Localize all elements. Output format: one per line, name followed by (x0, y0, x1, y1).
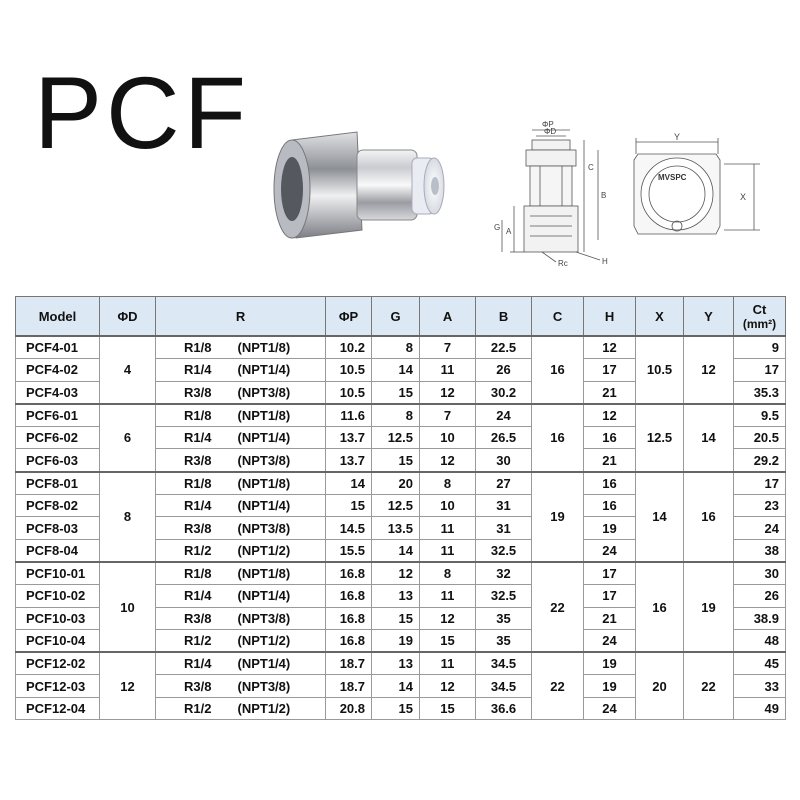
cell-ct: 17 (734, 472, 786, 495)
cell-r: R1/8 (156, 404, 230, 427)
header-H: H (584, 297, 636, 337)
dim-label-G: G (494, 223, 501, 232)
cell-X: 10.5 (636, 336, 684, 404)
cell-phiP: 20.8 (326, 697, 372, 719)
cell-A: 11 (420, 359, 476, 381)
cell-Y: 22 (684, 652, 734, 719)
cell-H: 17 (584, 359, 636, 381)
cell-X: 12.5 (636, 404, 684, 472)
cell-model: PCF12-04 (16, 697, 100, 719)
product-title: PCF (34, 56, 250, 170)
cell-r: R1/2 (156, 539, 230, 562)
header-X: X (636, 297, 684, 337)
cell-A: 11 (420, 517, 476, 539)
cell-Y: 19 (684, 562, 734, 652)
cell-npt: (NPT1/2) (230, 629, 326, 652)
cell-r: R1/4 (156, 585, 230, 607)
cell-G: 13.5 (372, 517, 420, 539)
cell-B: 26 (476, 359, 532, 381)
cell-A: 12 (420, 675, 476, 697)
cell-A: 12 (420, 607, 476, 629)
cell-H: 21 (584, 449, 636, 472)
cell-B: 32 (476, 562, 532, 585)
cell-C: 19 (532, 472, 584, 562)
cell-npt: (NPT1/8) (230, 404, 326, 427)
cell-G: 15 (372, 697, 420, 719)
cell-G: 8 (372, 336, 420, 359)
cell-A: 10 (420, 495, 476, 517)
table-row (16, 336, 786, 359)
table-row (16, 562, 786, 585)
cell-G: 12 (372, 562, 420, 585)
cell-G: 14 (372, 359, 420, 381)
cell-H: 16 (584, 472, 636, 495)
cell-B: 34.5 (476, 675, 532, 697)
cell-B: 35 (476, 607, 532, 629)
cell-B: 32.5 (476, 585, 532, 607)
cell-H: 12 (584, 336, 636, 359)
cell-npt: (NPT1/8) (230, 562, 326, 585)
cell-A: 15 (420, 697, 476, 719)
front-view-drawing (620, 130, 780, 260)
cell-r: R1/8 (156, 472, 230, 495)
cell-ct: 45 (734, 652, 786, 675)
header-ct-unit: (mm²) (742, 316, 777, 331)
header-B: B (476, 297, 532, 337)
cell-G: 8 (372, 404, 420, 427)
cell-B: 24 (476, 404, 532, 427)
table-row (16, 404, 786, 427)
cell-ct: 38.9 (734, 607, 786, 629)
cell-model: PCF12-02 (16, 652, 100, 675)
cell-r: R1/2 (156, 697, 230, 719)
cell-ct: 17 (734, 359, 786, 381)
cell-ct: 23 (734, 495, 786, 517)
cell-model: PCF4-02 (16, 359, 100, 381)
cell-npt: (NPT3/8) (230, 449, 326, 472)
cell-G: 19 (372, 629, 420, 652)
cell-phiD: 8 (100, 472, 156, 562)
cell-ct: 9 (734, 336, 786, 359)
cell-phiP: 10.2 (326, 336, 372, 359)
header-ct-label: Ct (752, 301, 767, 317)
cell-phiP: 13.7 (326, 427, 372, 449)
cell-r: R1/4 (156, 427, 230, 449)
cell-model: PCF6-03 (16, 449, 100, 472)
cell-npt: (NPT1/8) (230, 472, 326, 495)
cell-phiP: 14 (326, 472, 372, 495)
cell-ct: 29.2 (734, 449, 786, 472)
cell-model: PCF10-02 (16, 585, 100, 607)
header-G: G (372, 297, 420, 337)
cell-model: PCF12-03 (16, 675, 100, 697)
cell-H: 19 (584, 675, 636, 697)
cell-B: 22.5 (476, 336, 532, 359)
dim-label-phiD: ΦD (544, 127, 557, 136)
table-header-row (16, 297, 786, 337)
cell-npt: (NPT1/2) (230, 697, 326, 719)
cell-A: 8 (420, 472, 476, 495)
cell-r: R3/8 (156, 381, 230, 404)
cell-npt: (NPT1/8) (230, 336, 326, 359)
header-A: A (420, 297, 476, 337)
cell-model: PCF10-04 (16, 629, 100, 652)
cell-phiD: 12 (100, 652, 156, 719)
cell-model: PCF4-03 (16, 381, 100, 404)
cell-H: 24 (584, 539, 636, 562)
cell-C: 16 (532, 336, 584, 404)
dim-label-A: A (506, 227, 512, 236)
cell-r: R3/8 (156, 449, 230, 472)
cell-ct: 35.3 (734, 381, 786, 404)
cell-phiP: 13.7 (326, 449, 372, 472)
cell-G: 14 (372, 539, 420, 562)
cell-H: 16 (584, 427, 636, 449)
cell-phiP: 16.8 (326, 585, 372, 607)
dim-label-Y: Y (674, 132, 681, 142)
cell-r: R3/8 (156, 675, 230, 697)
cell-phiP: 10.5 (326, 359, 372, 381)
cell-A: 11 (420, 652, 476, 675)
cell-npt: (NPT1/4) (230, 359, 326, 381)
cell-ct: 9.5 (734, 404, 786, 427)
cell-B: 30.2 (476, 381, 532, 404)
dim-label-B: B (601, 191, 607, 200)
cell-phiP: 15.5 (326, 539, 372, 562)
cell-H: 17 (584, 585, 636, 607)
spec-table-body (16, 336, 786, 720)
header-phiD: ΦD (100, 297, 156, 337)
cell-phiP: 18.7 (326, 652, 372, 675)
cell-C: 22 (532, 562, 584, 652)
cell-H: 19 (584, 652, 636, 675)
cell-r: R1/4 (156, 359, 230, 381)
cell-npt: (NPT1/4) (230, 427, 326, 449)
cell-ct: 20.5 (734, 427, 786, 449)
cell-phiP: 14.5 (326, 517, 372, 539)
cell-H: 16 (584, 495, 636, 517)
cell-r: R1/4 (156, 652, 230, 675)
dim-label-phiP: ΦP (542, 120, 554, 129)
cell-B: 36.6 (476, 697, 532, 719)
cell-G: 15 (372, 381, 420, 404)
cell-r: R1/2 (156, 629, 230, 652)
cell-G: 15 (372, 607, 420, 629)
cell-npt: (NPT1/4) (230, 495, 326, 517)
cell-A: 12 (420, 381, 476, 404)
cell-X: 16 (636, 562, 684, 652)
cell-phiP: 15 (326, 495, 372, 517)
product-photo (262, 110, 462, 260)
cell-H: 24 (584, 697, 636, 719)
cell-npt: (NPT1/2) (230, 539, 326, 562)
cell-model: PCF8-04 (16, 539, 100, 562)
cell-model: PCF10-01 (16, 562, 100, 585)
side-view-drawing (480, 110, 620, 270)
cell-phiP: 16.8 (326, 562, 372, 585)
cell-r: R3/8 (156, 607, 230, 629)
cell-model: PCF8-02 (16, 495, 100, 517)
cell-H: 24 (584, 629, 636, 652)
header-Y: Y (684, 297, 734, 337)
header-phiP: ΦP (326, 297, 372, 337)
cell-B: 35 (476, 629, 532, 652)
cell-B: 31 (476, 495, 532, 517)
cell-H: 17 (584, 562, 636, 585)
cell-npt: (NPT3/8) (230, 517, 326, 539)
cell-Y: 16 (684, 472, 734, 562)
cell-G: 13 (372, 585, 420, 607)
cell-G: 20 (372, 472, 420, 495)
spec-table (15, 296, 786, 720)
cell-npt: (NPT1/4) (230, 652, 326, 675)
cell-npt: (NPT3/8) (230, 381, 326, 404)
cell-model: PCF4-01 (16, 336, 100, 359)
cell-H: 21 (584, 381, 636, 404)
cell-A: 11 (420, 585, 476, 607)
table-row (16, 472, 786, 495)
cell-model: PCF6-01 (16, 404, 100, 427)
cell-X: 14 (636, 472, 684, 562)
cell-phiP: 16.8 (326, 607, 372, 629)
cell-G: 13 (372, 652, 420, 675)
cell-A: 15 (420, 629, 476, 652)
cell-A: 11 (420, 539, 476, 562)
cell-B: 32.5 (476, 539, 532, 562)
cell-H: 21 (584, 607, 636, 629)
cell-X: 20 (636, 652, 684, 719)
cell-B: 31 (476, 517, 532, 539)
header-model: Model (16, 297, 100, 337)
dim-label-H: H (602, 257, 608, 266)
cell-G: 12.5 (372, 427, 420, 449)
cell-H: 19 (584, 517, 636, 539)
brand-logo-text: MVSPC (658, 173, 687, 182)
cell-r: R1/4 (156, 495, 230, 517)
cell-ct: 33 (734, 675, 786, 697)
cell-model: PCF10-03 (16, 607, 100, 629)
cell-G: 15 (372, 449, 420, 472)
cell-ct: 48 (734, 629, 786, 652)
cell-ct: 30 (734, 562, 786, 585)
cell-A: 7 (420, 404, 476, 427)
cell-Y: 14 (684, 404, 734, 472)
cell-phiP: 16.8 (326, 629, 372, 652)
cell-ct: 26 (734, 585, 786, 607)
cell-H: 12 (584, 404, 636, 427)
cell-model: PCF8-01 (16, 472, 100, 495)
cell-B: 27 (476, 472, 532, 495)
table-row (16, 652, 786, 675)
cell-npt: (NPT3/8) (230, 675, 326, 697)
cell-G: 12.5 (372, 495, 420, 517)
cell-B: 34.5 (476, 652, 532, 675)
dim-label-X: X (740, 192, 747, 202)
cell-B: 26.5 (476, 427, 532, 449)
cell-r: R1/8 (156, 562, 230, 585)
cell-npt: (NPT1/4) (230, 585, 326, 607)
cell-C: 22 (532, 652, 584, 719)
cell-B: 30 (476, 449, 532, 472)
cell-C: 16 (532, 404, 584, 472)
cell-A: 7 (420, 336, 476, 359)
header-C: C (532, 297, 584, 337)
cell-model: PCF8-03 (16, 517, 100, 539)
cell-ct: 24 (734, 517, 786, 539)
header-ct (734, 297, 786, 337)
dim-label-Rc: Rc (558, 259, 568, 268)
cell-phiD: 10 (100, 562, 156, 652)
cell-npt: (NPT3/8) (230, 607, 326, 629)
cell-A: 12 (420, 449, 476, 472)
cell-model: PCF6-02 (16, 427, 100, 449)
cell-A: 10 (420, 427, 476, 449)
cell-phiD: 4 (100, 336, 156, 404)
cell-phiP: 11.6 (326, 404, 372, 427)
dim-label-C: C (588, 163, 594, 172)
cell-phiP: 10.5 (326, 381, 372, 404)
cell-ct: 49 (734, 697, 786, 719)
cell-r: R1/8 (156, 336, 230, 359)
cell-G: 14 (372, 675, 420, 697)
cell-Y: 12 (684, 336, 734, 404)
cell-phiP: 18.7 (326, 675, 372, 697)
header-R: R (156, 297, 326, 337)
cell-phiD: 6 (100, 404, 156, 472)
cell-r: R3/8 (156, 517, 230, 539)
cell-A: 8 (420, 562, 476, 585)
cell-ct: 38 (734, 539, 786, 562)
